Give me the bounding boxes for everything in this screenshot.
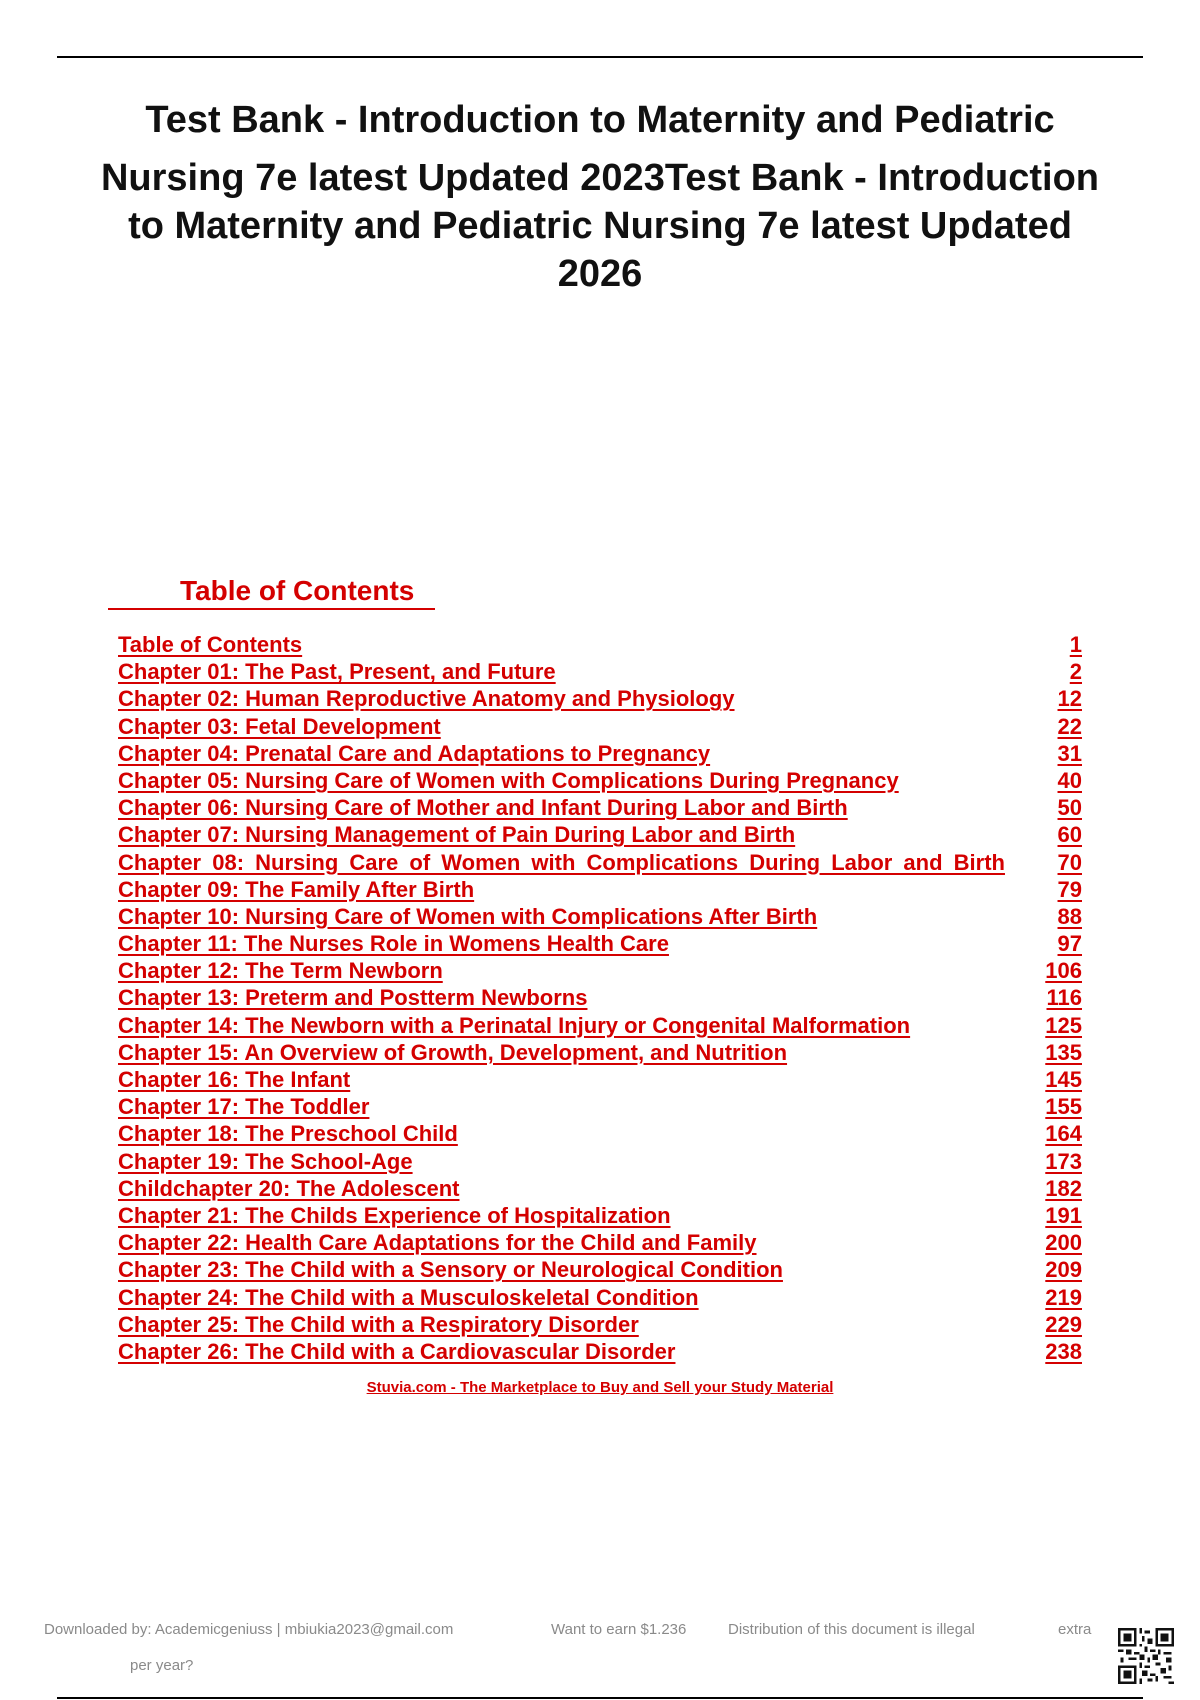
top-rule xyxy=(57,56,1143,58)
toc-entry-link[interactable]: Chapter 23: The Child with a Sensory or Neurological Condition xyxy=(118,1257,783,1283)
table-of-contents xyxy=(118,632,1088,1366)
title-line-4: 2026 xyxy=(557,253,643,295)
toc-page-number[interactable]: 173 xyxy=(1045,1148,1082,1174)
toc-entry-link[interactable]: Table of Contents xyxy=(118,632,303,657)
toc-page-number[interactable]: 22 xyxy=(1057,713,1082,739)
toc-entry-link[interactable]: Chapter 01: The Past, Present, and Future xyxy=(118,659,556,685)
toc-entry-link[interactable]: Chapter 12: The Term Newborn xyxy=(118,958,443,984)
toc-entry-link[interactable]: Chapter 02: Human Reproductive Anatomy and Physiology xyxy=(118,686,735,712)
toc-page-number[interactable]: 200 xyxy=(1045,1230,1082,1256)
title-line-1: Test Bank - Introduction to Maternity and Pediatric xyxy=(145,99,1055,141)
toc-page-number[interactable]: 106 xyxy=(1045,958,1082,984)
toc-page-number[interactable]: 97 xyxy=(1057,931,1082,957)
toc-page-number[interactable]: 88 xyxy=(1057,903,1082,929)
toc-row xyxy=(118,795,1088,822)
toc-entry-link[interactable]: Chapter 13: Preterm and Postterm Newborns xyxy=(118,985,588,1011)
toc-row xyxy=(118,1203,1088,1230)
toc-row xyxy=(118,1176,1088,1203)
footer-earn-text: Want to earn $1.236 xyxy=(551,1621,687,1638)
toc-row xyxy=(118,985,1088,1012)
toc-row xyxy=(118,659,1088,686)
toc-page-number[interactable]: 219 xyxy=(1045,1284,1082,1310)
title-line-3: to Maternity and Pediatric Nursing 7e latest Updated xyxy=(128,205,1072,247)
toc-row xyxy=(118,686,1088,713)
toc-row xyxy=(118,931,1088,958)
toc-row xyxy=(118,1285,1088,1312)
toc-row xyxy=(118,877,1088,904)
toc-entry-link[interactable]: Chapter 03: Fetal Development xyxy=(118,713,441,739)
toc-row xyxy=(118,1230,1088,1257)
toc-page-number[interactable]: 1 xyxy=(1069,632,1082,657)
toc-page-number[interactable]: 12 xyxy=(1057,686,1082,712)
toc-page-number[interactable]: 135 xyxy=(1045,1039,1082,1065)
toc-entry-link[interactable]: Chapter 26: The Child with a Cardiovascular Disorder xyxy=(118,1338,676,1364)
toc-entry-link[interactable]: Chapter 11: The Nurses Role in Womens Health Care xyxy=(118,931,669,957)
qr-code-icon[interactable] xyxy=(1118,1628,1174,1684)
stuvia-link[interactable]: Stuvia.com - The Marketplace to Buy and Sell your Study Material xyxy=(366,1379,834,1396)
toc-page-number[interactable]: 191 xyxy=(1045,1202,1082,1228)
toc-row xyxy=(118,632,1088,659)
toc-entry-link[interactable]: Chapter 10: Nursing Care of Women with Complications After Birth xyxy=(118,903,818,929)
toc-page-number[interactable]: 238 xyxy=(1045,1338,1082,1364)
toc-row xyxy=(118,714,1088,741)
toc-entry-link[interactable]: Chapter 22: Health Care Adaptations for the Child and Family xyxy=(118,1230,757,1256)
toc-entry-link[interactable]: Chapter 17: The Toddler xyxy=(118,1094,370,1120)
toc-entry-link[interactable]: Chapter 14: The Newborn with a Perinatal Injury or Congenital Malformation xyxy=(118,1012,911,1038)
toc-row xyxy=(118,904,1088,931)
toc-entry-link[interactable]: Chapter 25: The Child with a Respiratory Disorder xyxy=(118,1311,639,1337)
toc-page-number[interactable]: 50 xyxy=(1057,795,1082,821)
toc-entry-link[interactable]: Chapter 24: The Child with a Musculoskeletal Condition xyxy=(118,1284,699,1310)
toc-page-number[interactable]: 125 xyxy=(1045,1012,1082,1038)
toc-row xyxy=(118,1040,1088,1067)
toc-page-number[interactable]: 40 xyxy=(1057,767,1082,793)
toc-row xyxy=(118,1257,1088,1284)
toc-row xyxy=(118,1312,1088,1339)
toc-row xyxy=(118,822,1088,849)
toc-entry-link[interactable]: Chapter 08: Nursing Care of Women with Complications During Labor and Birth xyxy=(118,849,1005,875)
toc-row xyxy=(118,1013,1088,1040)
toc-heading: Table of Contents xyxy=(108,574,435,610)
toc-page-number[interactable]: 209 xyxy=(1045,1257,1082,1283)
toc-page-number[interactable]: 155 xyxy=(1045,1094,1082,1120)
toc-page-number[interactable]: 70 xyxy=(1057,849,1082,875)
toc-entry-link[interactable]: Chapter 15: An Overview of Growth, Development, and Nutrition xyxy=(118,1039,788,1065)
toc-row xyxy=(118,1121,1088,1148)
document-title xyxy=(50,96,1150,298)
footer-distribution-notice: Distribution of this document is illegal xyxy=(728,1621,975,1638)
stuvia-banner xyxy=(0,1379,1200,1397)
bottom-rule xyxy=(57,1697,1143,1699)
toc-page-number[interactable]: 164 xyxy=(1045,1121,1082,1147)
toc-entry-link[interactable]: Chapter 21: The Childs Experience of Hospitalization xyxy=(118,1202,671,1228)
toc-page-number[interactable]: 116 xyxy=(1046,985,1082,1011)
toc-page-number[interactable]: 145 xyxy=(1045,1067,1082,1092)
toc-page-number[interactable]: 182 xyxy=(1045,1175,1082,1201)
toc-row xyxy=(118,958,1088,985)
toc-entry-link[interactable]: Chapter 04: Prenatal Care and Adaptations to Pregnancy xyxy=(118,740,711,766)
toc-entry-link[interactable]: Childchapter 20: The Adolescent xyxy=(118,1175,460,1201)
toc-entry-link[interactable]: Chapter 16: The Infant xyxy=(118,1067,351,1092)
toc-page-number[interactable]: 229 xyxy=(1045,1311,1082,1337)
toc-page-number[interactable]: 2 xyxy=(1069,659,1082,685)
toc-row xyxy=(118,768,1088,795)
toc-row xyxy=(118,1149,1088,1176)
toc-entry-link[interactable]: Chapter 07: Nursing Management of Pain During Labor and Birth xyxy=(118,822,796,848)
toc-entry-link[interactable]: Chapter 05: Nursing Care of Women with Complications During Pregnancy xyxy=(118,767,899,793)
toc-page-number[interactable]: 79 xyxy=(1057,876,1082,902)
toc-row xyxy=(118,850,1088,877)
title-line-2: Nursing 7e latest Updated 2023Test Bank - Introduction xyxy=(100,157,1100,199)
toc-row xyxy=(118,1339,1088,1366)
toc-page-number[interactable]: 31 xyxy=(1057,740,1082,766)
footer-extra-text: extra xyxy=(1058,1621,1092,1638)
toc-row xyxy=(118,741,1088,768)
toc-entry-link[interactable]: Chapter 18: The Preschool Child xyxy=(118,1121,458,1147)
toc-row xyxy=(118,1067,1088,1094)
footer-per-year-text: per year? xyxy=(130,1657,194,1674)
toc-entry-link[interactable]: Chapter 06: Nursing Care of Mother and Infant During Labor and Birth xyxy=(118,795,848,821)
toc-page-number[interactable]: 60 xyxy=(1057,822,1082,848)
toc-entry-link[interactable]: Chapter 19: The School-Age xyxy=(118,1148,413,1174)
toc-entry-link[interactable]: Chapter 09: The Family After Birth xyxy=(118,876,475,902)
toc-row xyxy=(118,1094,1088,1121)
footer-downloaded-by: Downloaded by: Academicgeniuss | mbiukia2023@gmail.com xyxy=(44,1621,454,1638)
